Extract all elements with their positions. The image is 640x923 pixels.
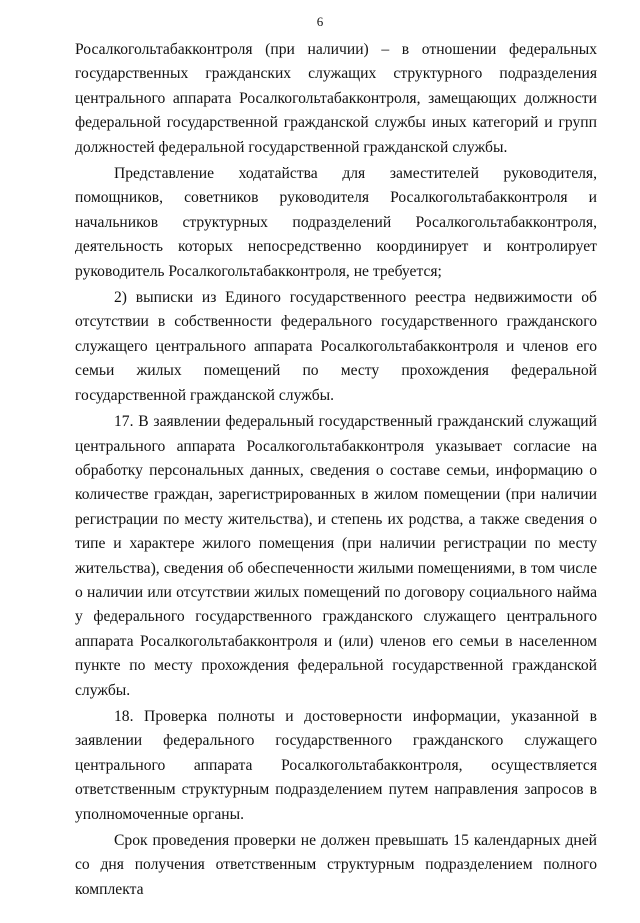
document-body: [75, 38, 597, 902]
page-number: 6: [316, 14, 324, 29]
paragraph-continuation: Росалкогольтабакконтроля (при наличии) – в отношении федеральных государственных гражданских служащих структурного подразделения центрального аппарата Росалкогольтабакконтроля, замещающих должности федеральной государственной гражданской службы иных категорий и групп должностей федеральной государственной гражданской службы.: [75, 41, 597, 156]
paragraph-deadline: Срок проведения проверки не должен превышать 15 календарных дней со дня получения ответственным структурным подразделением полного комплекта: [75, 832, 597, 898]
paragraph-section-18: 18. Проверка полноты и достоверности информации, указанной в заявлении федерального государственного гражданского служащего центрального аппарата Росалкогольтабакконтроля, осуществляется ответственным структурным подразделением путем направления запросов в уполномоченные органы.: [75, 707, 597, 823]
paragraph-section-17: 17. В заявлении федеральный государственный гражданский служащий центрального аппарата Росалкогольтабакконтроля указывает согласие на обработку персональных данных, сведения о составе семьи, информацию о количестве граждан, зарегистрированных в жилом помещении (при наличии регистрации по месту жительства), и степень их родства, а также сведения о типе и характере жилого помещения (при наличии регистрации по месту жительства), сведения об обеспеченности жилыми помещениями, в том числе о наличии или отсутствии жилых помещений по договору социального найма у федерального государственного гражданского служащего центрального аппарата Росалкогольтабакконтроля и (или) членов его семьи в населенном пункте по месту прохождения федеральной государственной гражданской службы.: [75, 413, 597, 699]
paragraph-item-2: 2) выписки из Единого государственного реестра недвижимости об отсутствии в собственности федерального государственного гражданского служащего центрального аппарата Росалкогольтабакконтроля и членов его семьи жилых помещений по месту прохождения федеральной государственной гражданской службы.: [75, 289, 597, 404]
paragraph-representation: Представление ходатайства для заместителей руководителя, помощников, советников руководителя Росалкогольтабакконтроля и начальников структурных подразделений Росалкогольтабакконтроля, деятельность которых непосредственно координирует и контролирует руководитель Росалкогольтабакконтроля, не требуется;: [75, 165, 597, 280]
